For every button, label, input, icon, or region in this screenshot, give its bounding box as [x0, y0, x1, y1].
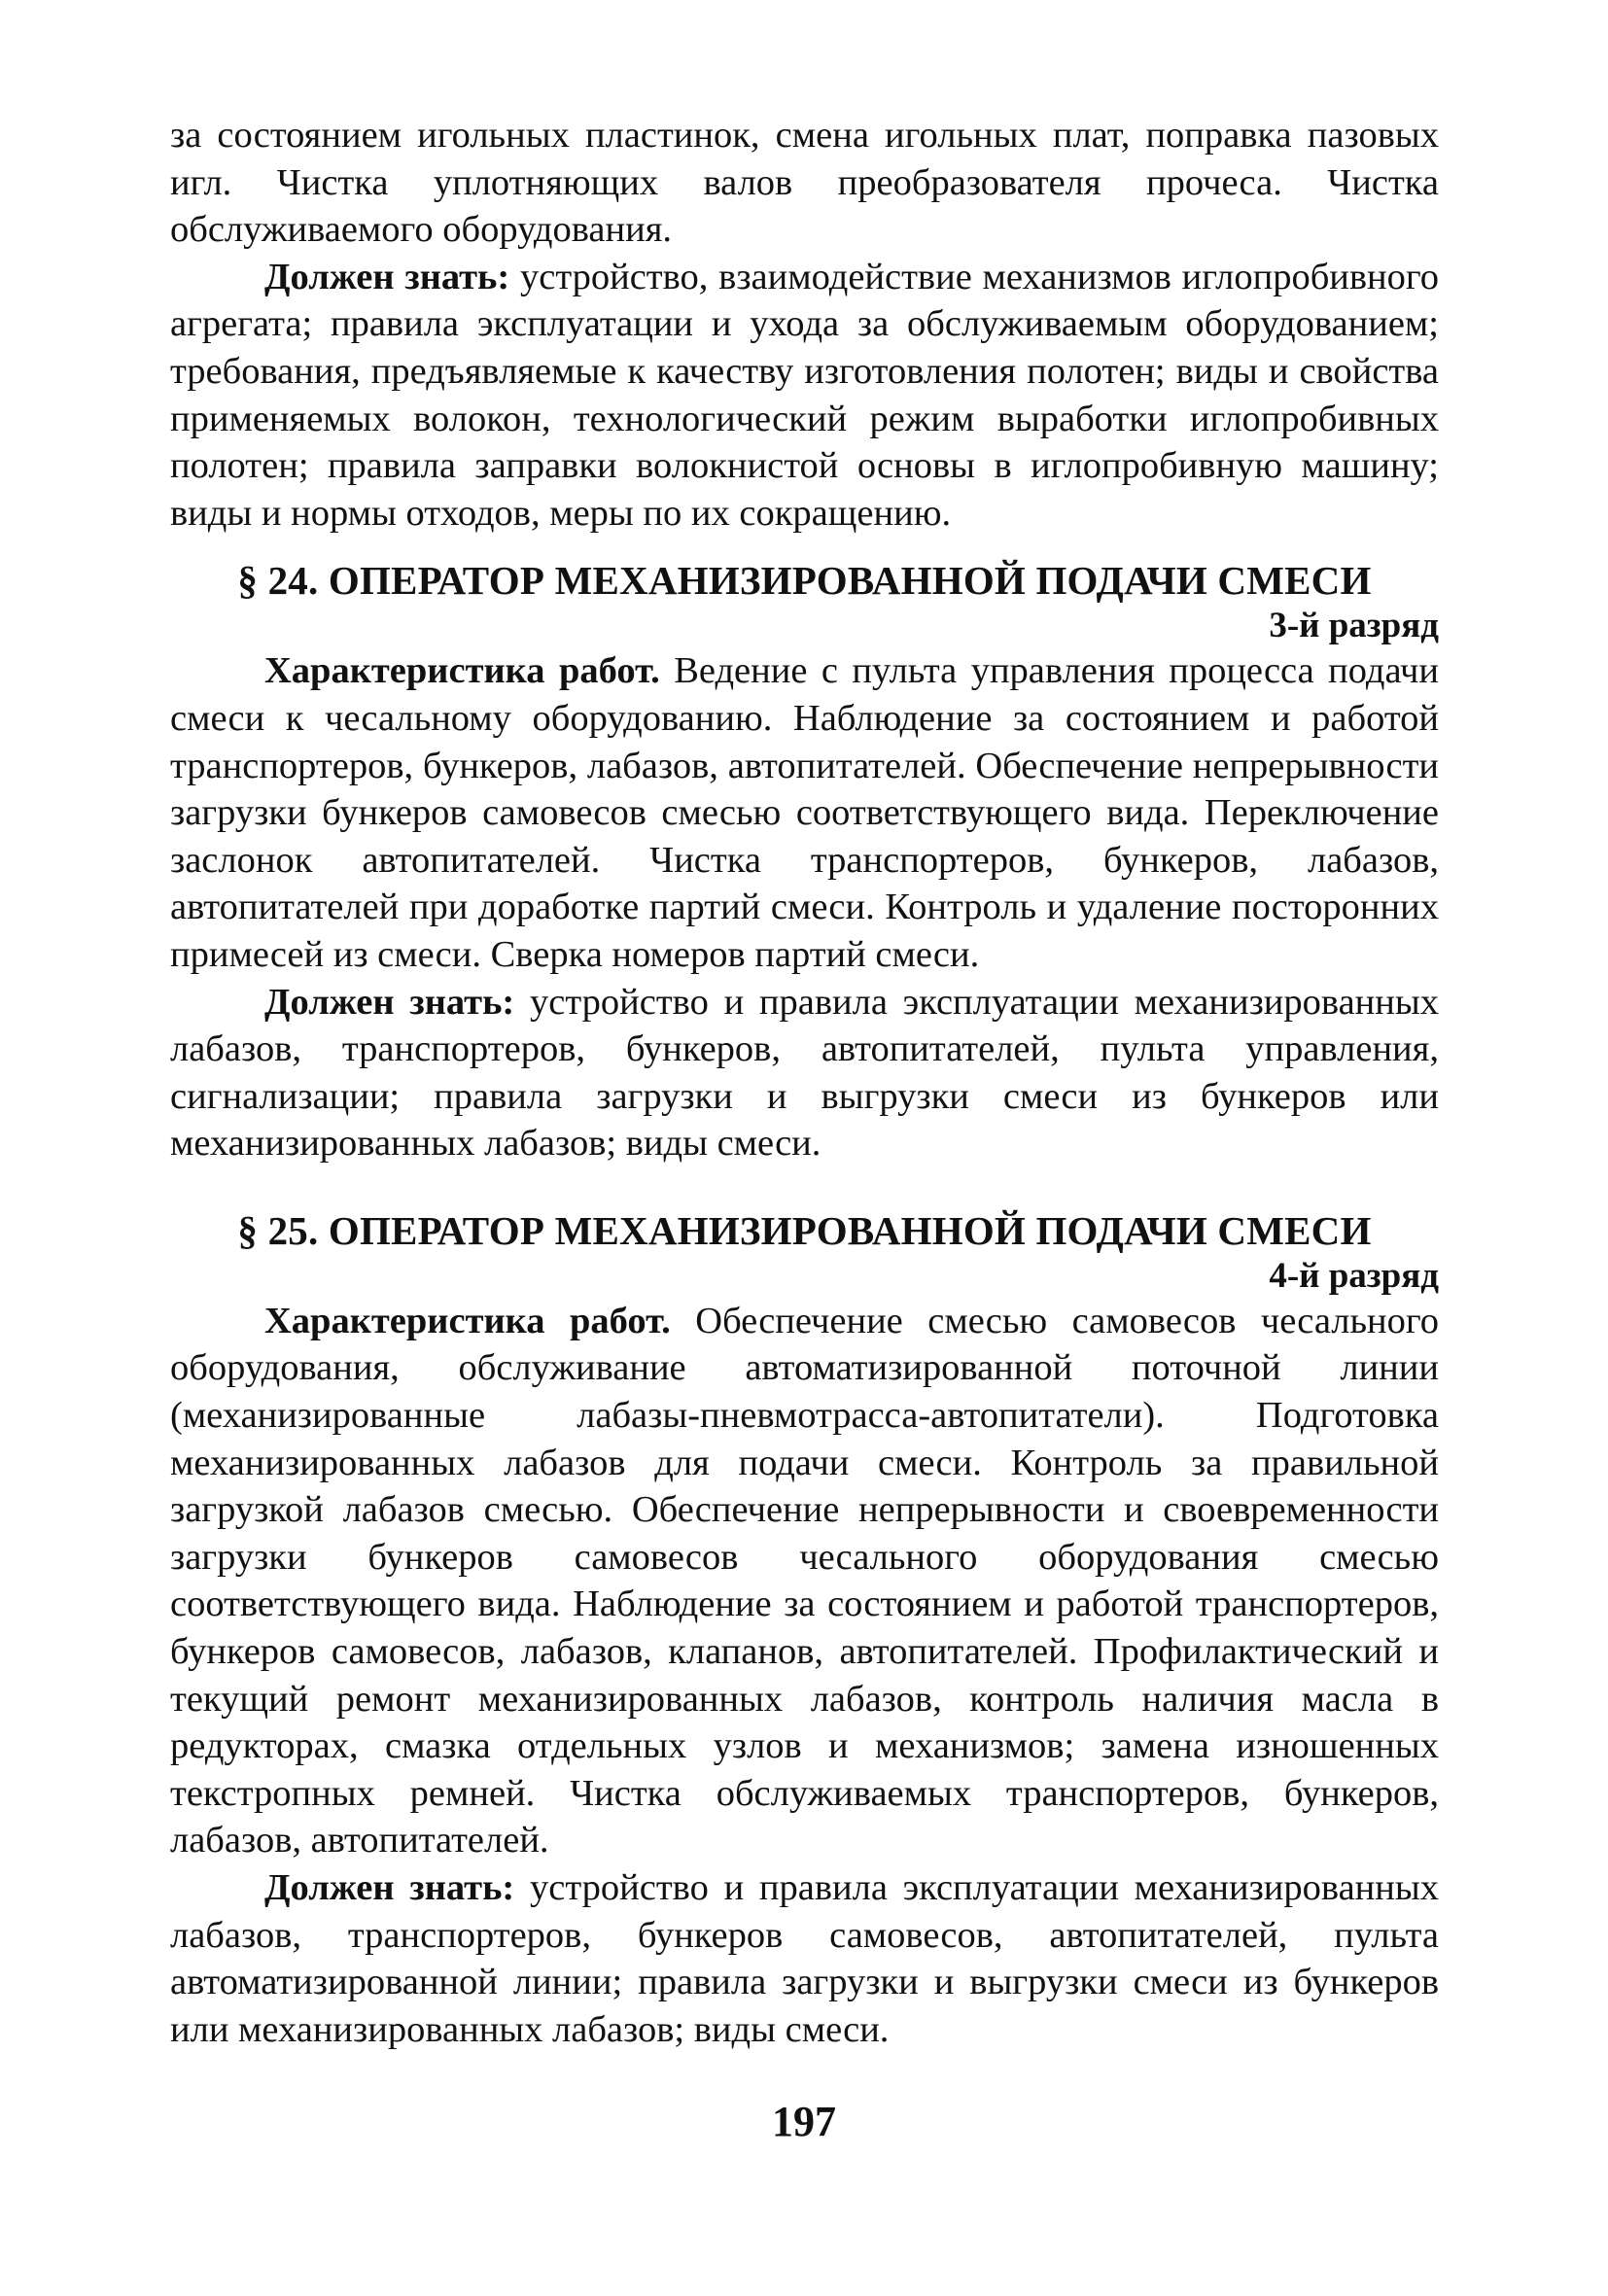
section-24-grade: 3-й разряд	[1269, 606, 1439, 646]
section-24-know-text: устройство и правила эксплуатации механизированных лабазов, транспортеров, бункеров, автопитателей, пульта управления, сигнализации; правила загрузки и выгрузки смеси из бункеров или механизированных лабазов; виды смеси.	[170, 981, 1439, 1165]
section-24-know-label: Должен знать:	[264, 981, 515, 1023]
page-number: 197	[772, 2098, 836, 2145]
section-24-know-paragraph	[170, 979, 1439, 1167]
section-24-work-text: Ведение с пульта управления процесса подачи смеси к чесальному оборудованию. Наблюдение за состоянием и работой транспортеров, бункеров, лабазов, автопитателей. Обеспечение непрерывности загрузки бункеров самовесов смесью соответствующего вида. Переключение заслонок автопитателей. Чистка транспортеров, бункеров, лабазов, автопитателей при доработке партий смеси. Контроль и удаление посторонних примесей из смеси. Сверка номеров партий смеси.	[170, 650, 1439, 975]
intro-must-know-paragraph	[170, 254, 1439, 538]
intro-must-know-label: Должен знать:	[264, 256, 510, 297]
section-25-work-paragraph	[170, 1298, 1439, 1864]
section-25-know-text: устройство и правила эксплуатации механизированных лабазов, транспортеров, бункеров самовесов, автопитателей, пульта автоматизированной линии; правила загрузки и выгрузки смеси из бункеров или механизированных лабазов; виды смеси.	[170, 1867, 1439, 2050]
section-25-title: § 25. ОПЕРАТОР МЕХАНИЗИРОВАННОЙ ПОДАЧИ СМЕСИ	[237, 1207, 1372, 1253]
section-25-work-text: Обеспечение смесью самовесов чесального оборудования, обслуживание автоматизированной поточной линии (механизированные лабазы-пневмотрасса-автопитатели). Подготовка механизированных лабазов для подачи смеси. Контроль за правильной загрузкой лабазов смесью. Обеспечение непрерывности и своевременности загрузки бункеров самовесов чесального оборудования смесью соответствующего вида. Наблюдение за состоянием и работой транспортеров, бункеров самовесов, лабазов, клапанов, автопитателей. Профилактический и текущий ремонт механизированных лабазов, контроль наличия масла в редукторах, смазка отдельных узлов и механизмов; замена изношенных текстропных ремней. Чистка обслуживаемых транспортеров, бункеров, лабазов, автопитателей.	[170, 1300, 1439, 1861]
intro-must-know-text: устройство, взаимодействие механизмов иглопробивного агрегата; правила эксплуатации и ухода за обслуживаемым оборудованием; требования, предъявляемые к качеству изготовления полотен; виды и свойства применяемых волокон, технологический режим выработки иглопробивных полотен; правила заправки волокнистой основы в иглопробивную машину; виды и нормы отходов, меры по их сокращению.	[170, 256, 1439, 534]
section-24	[170, 556, 1439, 1167]
page-content	[170, 112, 1439, 2053]
section-25	[170, 1206, 1439, 2054]
section-25-know-label: Должен знать:	[264, 1867, 515, 1908]
section-24-title: § 24. ОПЕРАТОР МЕХАНИЗИРОВАННОЙ ПОДАЧИ СМЕСИ	[237, 558, 1372, 604]
section-24-work-label: Характеристика работ.	[264, 650, 660, 692]
section-25-work-label: Характеристика работ.	[264, 1300, 671, 1341]
section-24-work-paragraph	[170, 647, 1439, 978]
section-25-know-paragraph	[170, 1864, 1439, 2053]
intro-continuation: за состоянием игольных пластинок, смена игольных плат, поправка пазовых игл. Чистка уплотняющих валов преобразователя прочеса. Чистка обслуживаемого оборудования.	[170, 115, 1439, 251]
section-25-grade: 4-й разряд	[1269, 1255, 1439, 1296]
